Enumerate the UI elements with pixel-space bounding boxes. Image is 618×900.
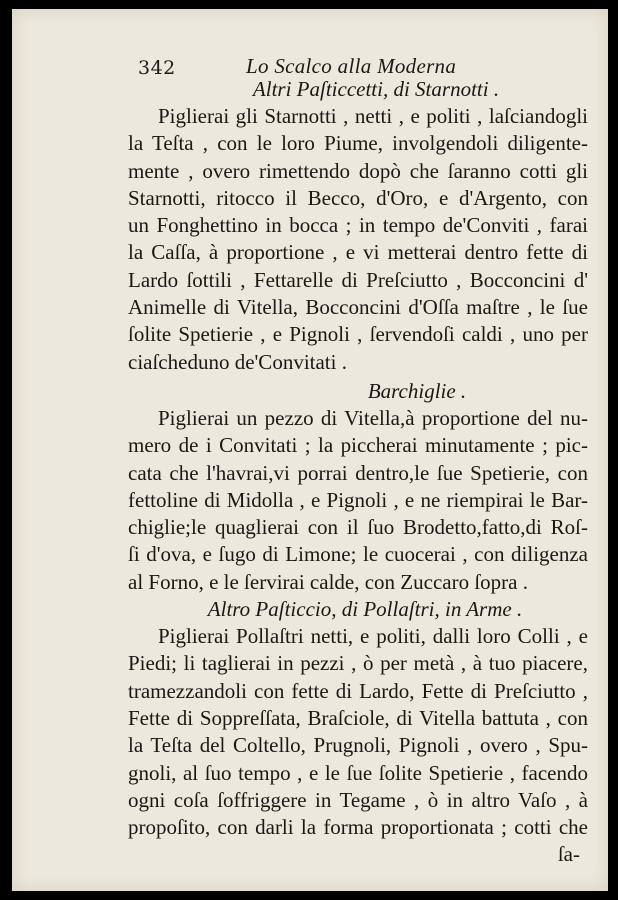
- text-line: cata che l'havrai,vi porrai dentro,le ſue Spetierie, con: [128, 460, 588, 485]
- text-line: la Teſta del Coltello, Prugnoli, Pignoli , overo , Spu-: [128, 733, 588, 758]
- text-line: Animelle di Vitella, Bocconcini d'Oſſa maſtre , le ſue: [128, 295, 588, 320]
- text-line: propoſito, con darli la forma proportionata ; cotti che: [128, 815, 588, 840]
- text-line: Piglierai Pollaſtri netti, e politi, dalli loro Colli , e: [158, 624, 588, 649]
- text-line: la Teſta , con le loro Piume, involgendoli diligente-: [128, 131, 588, 156]
- paragraph: [128, 103, 588, 376]
- text-line: mero de i Convitati ; la piccherai minutamente ; pic-: [128, 433, 588, 458]
- section-heading: Altri Paſticcetti, di Starnotti .: [252, 77, 500, 101]
- text-line: ciaſcheduno de'Convitati .: [128, 349, 347, 374]
- section-heading: Altro Paſticcio, di Pollaſtri, in Arme .: [207, 597, 523, 622]
- catchword: ſa-: [557, 842, 580, 867]
- text-line: ſi d'ova, e ſugo di Limone; le cuocerai , con diligenza: [128, 542, 588, 567]
- text-line: un Fonghettino in bocca ; in tempo de'Conviti , farai: [128, 213, 588, 238]
- text-line: tramezzandoli con fette di Lardo, Fette di Preſciutto ,: [128, 678, 588, 703]
- text-line: Starnotti, ritocco il Becco, d'Oro, e d'Argento, con: [128, 185, 588, 210]
- text-line: fettoline di Midolla , e Pignoli , e ne riempirai le Bar-: [128, 487, 588, 512]
- text-line: ſolite Spetierie , e Pignoli , ſervendoſi caldi , uno per: [128, 322, 588, 347]
- section-heading: Barchiglie .: [367, 378, 467, 403]
- text-line: gnoli, al ſuo tempo , e le ſue ſolite Spetierie , facendo: [128, 760, 588, 785]
- text-line: al Forno, e le ſervirai calde, con Zuccaro ſopra .: [128, 569, 528, 594]
- page-body: [128, 76, 588, 867]
- text-line: chiglie;le quaglierai con il ſuo Brodetto,fatto,di Roſ-: [128, 515, 588, 540]
- text-line: Lardo ſottili , Fettarelle di Preſciutto , Bocconcini d': [128, 267, 588, 292]
- paragraph: [128, 623, 588, 841]
- text-line: la Caſſa, à proportione , e vi metterai dentro fette di: [128, 240, 588, 265]
- page-header: [12, 49, 608, 79]
- text-line: ogni coſa ſoffriggere in Tegame , ò in altro Vaſo , à: [128, 787, 588, 812]
- page-number: 342: [138, 57, 176, 79]
- running-title: Lo Scalco alla Moderna: [246, 54, 457, 78]
- book-page: [12, 9, 608, 891]
- text-line: Piglierai gli Starnotti , netti , e politi , laſciandogli: [158, 104, 588, 128]
- paragraph: [128, 405, 588, 596]
- text-line: Fette di Soppreſſata, Braſciole, di Vitella battuta , con: [128, 705, 588, 730]
- text-line: Piglierai un pezzo di Vitella,à proportione del nu-: [158, 405, 588, 430]
- text-line: Piedi; li taglierai in pezzi , ò per metà , à tuo piacere,: [128, 651, 588, 676]
- text-line: mente , overo rimettendo dopò che ſaranno cotti gli: [128, 158, 588, 183]
